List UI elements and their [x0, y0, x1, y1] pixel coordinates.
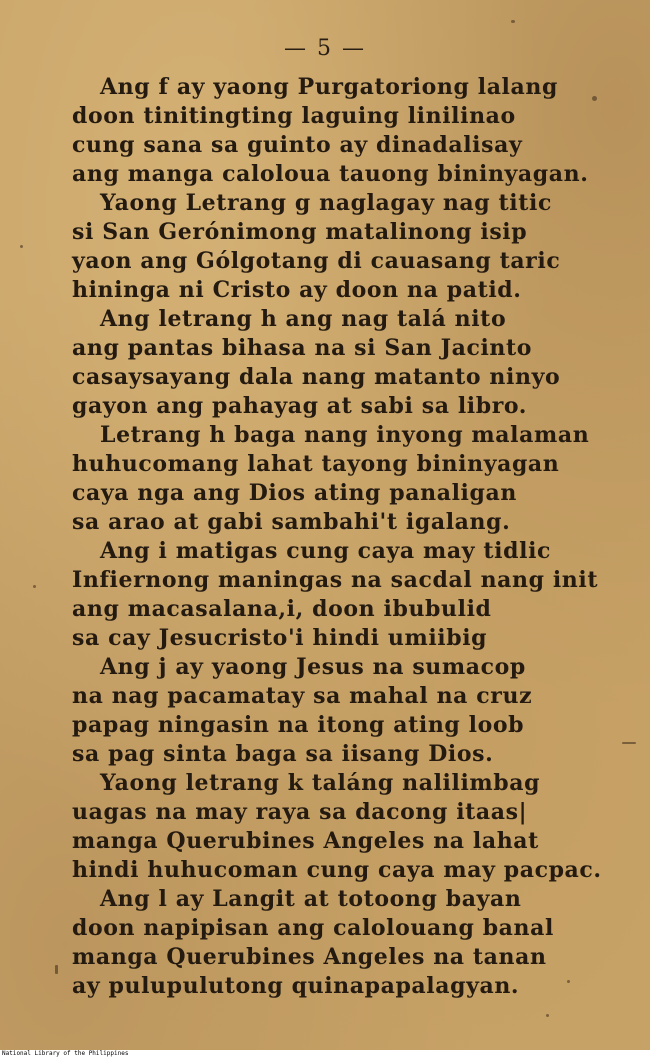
poem-line: hininga ni Cristo ay doon na patid. [72, 277, 522, 303]
poem-text [72, 73, 632, 1001]
poem-line: sa cay Jesucristo'i hindi umiibig [72, 625, 488, 651]
poem-line: huhucomang lahat tayong bininyagan [72, 451, 560, 477]
paper-speck [622, 742, 636, 744]
poem-line: hindi huhucoman cung caya may pacpac. [72, 857, 602, 883]
stanza [72, 73, 632, 189]
poem-line: ang manga caloloua tauong bininyagan. [72, 161, 589, 187]
poem-line: Letrang h baga nang inyong malaman [100, 422, 590, 448]
library-credit: National Library of the Philippines [0, 1050, 650, 1058]
stanza [72, 421, 632, 537]
stanza [72, 537, 632, 653]
stanza [72, 189, 632, 305]
poem-line: Ang f ay yaong Purgatoriong lalang [100, 74, 558, 100]
poem-line: ay pulupulutong quinapapalagyan. [72, 973, 520, 999]
poem-line: yaon ang Gólgotang di cauasang taric [72, 248, 561, 274]
poem-line: Ang j ay yaong Jesus na sumacop [100, 654, 526, 680]
poem-line: doon tinitingting laguing linilinao [72, 103, 516, 129]
poem-line: ang macasalana,i, doon ibubulid [72, 596, 492, 622]
poem-line: cung sana sa guinto ay dinadalisay [72, 132, 523, 158]
paper-speck [567, 980, 570, 983]
paper-speck [511, 20, 515, 23]
poem-line: uagas na may raya sa dacong itaas| [72, 799, 528, 825]
paper-speck [546, 1014, 549, 1017]
poem-line: sa arao at gabi sambahi't igalang. [72, 509, 511, 535]
poem-line: gayon ang pahayag at sabi sa libro. [72, 393, 528, 419]
stanza [72, 653, 632, 769]
paper-speck [33, 585, 36, 588]
poem-line: ang pantas bihasa na si San Jacinto [72, 335, 533, 361]
poem-line: Ang letrang h ang nag talá nito [100, 306, 507, 332]
paper-speck [20, 245, 23, 248]
poem-line: papag ningasin na itong ating loob [72, 712, 525, 738]
page-number: — 5 — [284, 36, 366, 61]
poem-line: Ang i matigas cung caya may tidlic [100, 538, 552, 564]
poem-line: caya nga ang Dios ating panaligan [72, 480, 517, 506]
poem-line: Yaong Letrang g naglagay nag titic [100, 190, 552, 216]
poem-line: sa pag sinta baga sa iisang Dios. [72, 741, 494, 767]
paper-speck [55, 965, 58, 974]
poem-line: Infiernong maningas na sacdal nang init [72, 567, 599, 593]
poem-line: casaysayang dala nang matanto ninyo [72, 364, 561, 390]
poem-line: si San Gerónimong matalinong isip [72, 219, 528, 245]
stanza [72, 305, 632, 421]
poem-line: Ang l ay Langit at totoong bayan [100, 886, 522, 912]
paper-speck [592, 96, 597, 101]
poem-line: doon napipisan ang calolouang banal [72, 915, 554, 941]
stanza [72, 885, 632, 1001]
poem-line: manga Querubines Angeles na tanan [72, 944, 547, 970]
poem-line: na nag pacamatay sa mahal na cruz [72, 683, 533, 709]
stanza [72, 769, 632, 885]
poem-line: manga Querubines Angeles na lahat [72, 828, 539, 854]
poem-line: Yaong letrang k taláng nalilimbag [100, 770, 541, 796]
